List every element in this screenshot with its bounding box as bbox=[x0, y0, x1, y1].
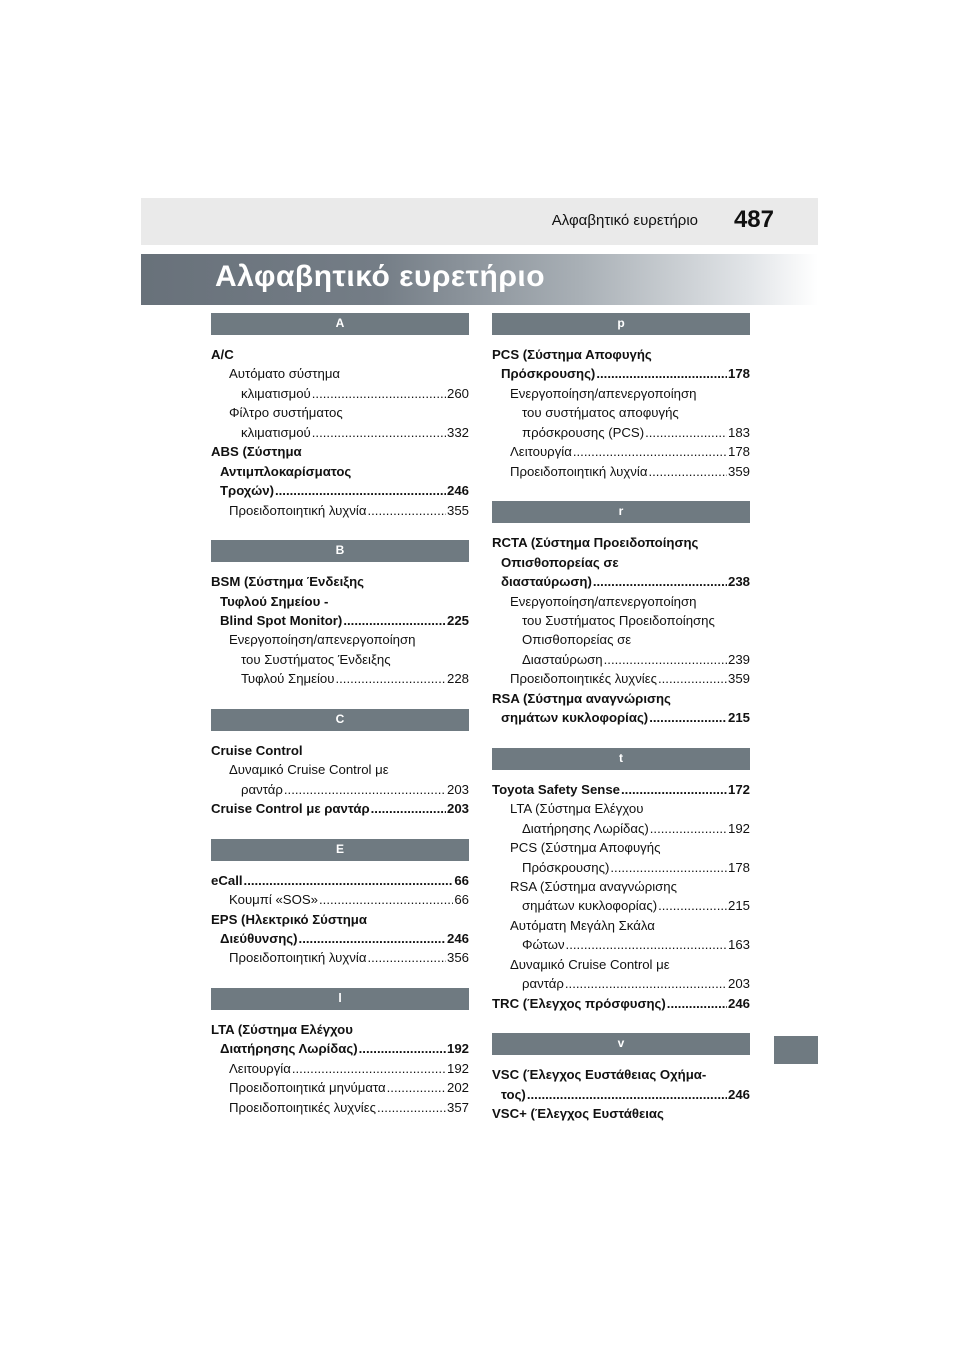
index-subentry bbox=[211, 501, 469, 520]
entry-text: του συστήματος αποφυγής bbox=[522, 405, 679, 421]
page-ref: 203 bbox=[446, 801, 469, 817]
page-ref: 172 bbox=[727, 781, 750, 797]
title-banner bbox=[141, 254, 818, 305]
index-subentry bbox=[492, 384, 750, 442]
index-subentry bbox=[492, 669, 750, 688]
leader-dots bbox=[275, 481, 446, 500]
entry-text: PCS (Σύστημα Αποφυγής bbox=[492, 347, 652, 362]
page-ref: 192 bbox=[446, 1041, 469, 1057]
page-ref: 359 bbox=[727, 463, 750, 479]
section-entries bbox=[211, 572, 469, 689]
entry-text: κλιματισμού bbox=[241, 424, 311, 440]
index-subentry bbox=[211, 1059, 469, 1078]
leader-dots bbox=[573, 442, 727, 461]
leader-dots bbox=[604, 650, 727, 669]
entry-text: Προειδοποιητική λυχνία bbox=[229, 502, 367, 518]
leader-dots bbox=[658, 896, 727, 915]
index-subentry bbox=[492, 442, 750, 461]
index-subentry bbox=[211, 630, 469, 688]
entry-text: Πρόσκρουσης) bbox=[501, 366, 596, 382]
entry-text: LTA (Σύστημα Ελέγχου bbox=[510, 801, 644, 817]
index-entry bbox=[492, 689, 750, 728]
page-ref: 239 bbox=[727, 651, 750, 667]
leader-dots bbox=[667, 994, 727, 1013]
index-column-left bbox=[211, 313, 469, 1137]
leader-dots bbox=[244, 871, 454, 890]
entry-text: Αυτόματη Μεγάλη Σκάλα bbox=[510, 917, 655, 933]
entry-text: Cruise Control bbox=[211, 742, 303, 758]
leader-dots bbox=[284, 780, 446, 799]
entry-text: PCS (Σύστημα Αποφυγής bbox=[510, 840, 661, 856]
index-subentry bbox=[211, 403, 469, 442]
section-entries bbox=[492, 780, 750, 1013]
page-ref: 215 bbox=[727, 898, 750, 914]
index-entry bbox=[211, 799, 469, 818]
page-ref: 228 bbox=[446, 671, 469, 687]
index-entry bbox=[492, 345, 750, 384]
page-ref: 178 bbox=[727, 444, 750, 460]
entry-text: Ενεργοποίηση/απενεργοποίηση bbox=[510, 385, 697, 401]
leader-dots bbox=[371, 799, 446, 818]
section-entries bbox=[492, 1065, 750, 1123]
entry-text: eCall bbox=[211, 872, 243, 888]
page-number: 487 bbox=[733, 206, 774, 233]
index-subentry bbox=[492, 838, 750, 877]
entry-text: ραντάρ bbox=[241, 781, 283, 797]
page-ref: 357 bbox=[446, 1099, 469, 1115]
index-subentry bbox=[211, 890, 469, 909]
index-entry bbox=[492, 1104, 750, 1123]
entry-text: Δυναμικό Cruise Control με bbox=[510, 956, 670, 972]
page-ref: 225 bbox=[446, 612, 469, 628]
leader-dots bbox=[658, 669, 727, 688]
index-subentry bbox=[211, 364, 469, 403]
leader-dots bbox=[565, 974, 727, 993]
entry-text: Οπισθοπορείας σε bbox=[501, 554, 619, 570]
entry-text: Τυφλού Σημείου - bbox=[220, 593, 329, 609]
leader-dots bbox=[335, 669, 446, 688]
index-entry bbox=[211, 1020, 469, 1059]
entry-text: Διατήρησης Λωρίδας) bbox=[220, 1041, 358, 1057]
entry-text: Λειτουργία bbox=[510, 444, 572, 460]
leader-dots bbox=[319, 890, 453, 909]
index-entry bbox=[211, 910, 469, 949]
leader-dots bbox=[650, 819, 727, 838]
entry-text: Λειτουργία bbox=[229, 1060, 291, 1076]
page-ref: 215 bbox=[727, 710, 750, 726]
index-subentry bbox=[211, 1078, 469, 1097]
index-entry bbox=[211, 871, 469, 890]
page-ref: 163 bbox=[727, 937, 750, 953]
entry-text: Οπισθοπορείας σε bbox=[522, 632, 632, 648]
leader-dots bbox=[312, 384, 446, 403]
leader-dots bbox=[367, 501, 446, 520]
leader-dots bbox=[648, 462, 727, 481]
entry-text: σημάτων κυκλοφορίας) bbox=[501, 710, 649, 726]
entry-text: Ενεργοποίηση/απενεργοποίηση bbox=[229, 632, 416, 648]
chapter-tab bbox=[774, 1036, 818, 1064]
entry-text: TRC (Έλεγχος πρόσφυσης) bbox=[492, 995, 666, 1011]
entry-text: ραντάρ bbox=[522, 976, 564, 992]
entry-text: Cruise Control με ραντάρ bbox=[211, 801, 370, 817]
leader-dots bbox=[387, 1078, 446, 1097]
page-ref: 359 bbox=[727, 671, 750, 687]
section-entries bbox=[492, 345, 750, 481]
index-subentry bbox=[492, 592, 750, 670]
leader-dots bbox=[593, 572, 727, 591]
leader-dots bbox=[312, 423, 446, 442]
page-ref: 355 bbox=[446, 502, 469, 518]
page-ref: 246 bbox=[727, 995, 750, 1011]
header-title: Αλφαβητικό ευρετήριο bbox=[551, 212, 698, 229]
leader-dots bbox=[610, 858, 727, 877]
entry-text: Προειδοποιητική λυχνία bbox=[229, 950, 367, 966]
entry-text: τος) bbox=[501, 1086, 526, 1102]
entry-text: Δυναμικό Cruise Control με bbox=[229, 762, 389, 778]
entry-text: Φώτων bbox=[522, 937, 565, 953]
index-entry bbox=[211, 572, 469, 630]
section-header: E bbox=[211, 839, 469, 861]
page-ref: 356 bbox=[446, 950, 469, 966]
section-entries bbox=[492, 533, 750, 728]
entry-text: πρόσκρουσης (PCS) bbox=[522, 424, 645, 440]
page-ref: 183 bbox=[727, 424, 750, 440]
index-entry bbox=[492, 1065, 750, 1104]
index-subentry bbox=[492, 916, 750, 955]
section-header: C bbox=[211, 709, 469, 731]
entry-text: LTA (Σύστημα Ελέγχου bbox=[211, 1021, 353, 1037]
page-ref: 203 bbox=[446, 781, 469, 797]
entry-text: του Συστήματος Ένδειξης bbox=[241, 651, 391, 667]
index-entry bbox=[492, 533, 750, 591]
page-ref: 260 bbox=[446, 385, 469, 401]
leader-dots bbox=[596, 364, 727, 383]
leader-dots bbox=[377, 1098, 446, 1117]
entry-text: Toyota Safety Sense bbox=[492, 781, 621, 797]
page-header-bar bbox=[141, 198, 818, 245]
section-header: t bbox=[492, 748, 750, 770]
leader-dots bbox=[359, 1039, 446, 1058]
entry-text: RSA (Σύστημα αναγνώρισης bbox=[510, 878, 677, 894]
entry-text: Προειδοποιητικές λυχνίες bbox=[229, 1099, 376, 1115]
leader-dots bbox=[566, 935, 727, 954]
leader-dots bbox=[367, 948, 446, 967]
entry-text: σημάτων κυκλοφορίας) bbox=[522, 898, 658, 914]
page-title: Αλφαβητικό ευρετήριο bbox=[215, 260, 546, 293]
entry-text: VSC+ (Έλεγχος Ευστάθειας bbox=[492, 1106, 664, 1122]
page-ref: 192 bbox=[446, 1060, 469, 1076]
leader-dots bbox=[292, 1059, 446, 1078]
leader-dots bbox=[645, 423, 727, 442]
index-entry bbox=[211, 345, 469, 364]
page-ref: 66 bbox=[454, 892, 469, 908]
entry-text: RCTA (Σύστημα Προειδοποίησης bbox=[492, 535, 699, 551]
index-entry bbox=[211, 741, 469, 760]
entry-text: διασταύρωση) bbox=[501, 574, 592, 590]
entry-text: Πρόσκρουσης) bbox=[522, 859, 610, 875]
leader-dots bbox=[299, 929, 446, 948]
section-header: v bbox=[492, 1033, 750, 1055]
entry-text: ABS (Σύστημα bbox=[211, 444, 302, 460]
page-ref: 192 bbox=[727, 820, 750, 836]
entry-text: Φίλτρο συστήματος bbox=[229, 405, 343, 421]
entry-text: Προειδοποιητικές λυχνίες bbox=[510, 671, 657, 687]
section-header: p bbox=[492, 313, 750, 335]
leader-dots bbox=[621, 780, 727, 799]
entry-text: Blind Spot Monitor) bbox=[220, 612, 343, 628]
index-entry bbox=[492, 994, 750, 1013]
index-subentry bbox=[211, 760, 469, 799]
section-header: l bbox=[211, 988, 469, 1010]
index-subentry bbox=[492, 462, 750, 481]
entry-text: Ενεργοποίηση/απενεργοποίηση bbox=[510, 593, 697, 609]
index-subentry bbox=[492, 799, 750, 838]
entry-text: Διεύθυνσης) bbox=[220, 930, 298, 946]
entry-text: Τυφλού Σημείου bbox=[241, 671, 335, 687]
page-ref: 246 bbox=[727, 1086, 750, 1102]
leader-dots bbox=[649, 708, 727, 727]
index-subentry bbox=[211, 1098, 469, 1117]
index-subentry bbox=[492, 877, 750, 916]
index-entry bbox=[211, 442, 469, 500]
page-ref: 246 bbox=[446, 930, 469, 946]
page-ref: 332 bbox=[446, 424, 469, 440]
leader-dots bbox=[527, 1085, 727, 1104]
section-header: A bbox=[211, 313, 469, 335]
index-subentry bbox=[211, 948, 469, 967]
index-column-right bbox=[492, 313, 750, 1144]
section-header: B bbox=[211, 540, 469, 562]
page-ref: 246 bbox=[446, 483, 469, 499]
section-header: r bbox=[492, 501, 750, 523]
section-entries bbox=[211, 1020, 469, 1117]
section-entries bbox=[211, 345, 469, 520]
entry-text: Τροχών) bbox=[220, 483, 274, 499]
leader-dots bbox=[343, 611, 446, 630]
section-entries bbox=[211, 871, 469, 968]
entry-text: κλιματισμού bbox=[241, 385, 311, 401]
entry-text: Κουμπί «SOS» bbox=[229, 892, 318, 908]
page-ref: 66 bbox=[454, 872, 469, 888]
page-ref: 178 bbox=[727, 366, 750, 382]
entry-text: του Συστήματος Προειδοποίησης bbox=[522, 612, 715, 628]
entry-text: Αυτόματο σύστημα bbox=[229, 366, 341, 382]
entry-text: VSC (Έλεγχος Ευστάθειας Οχήμα- bbox=[492, 1067, 707, 1083]
entry-text: RSA (Σύστημα αναγνώρισης bbox=[492, 690, 671, 706]
section-entries bbox=[211, 741, 469, 819]
index-subentry bbox=[492, 955, 750, 994]
index-entry bbox=[492, 780, 750, 799]
page-ref: 203 bbox=[727, 976, 750, 992]
entry-text: Προειδοποιητική λυχνία bbox=[510, 463, 648, 479]
page-ref: 202 bbox=[446, 1080, 469, 1096]
entry-text: Διασταύρωση bbox=[522, 651, 603, 667]
entry-text: BSM (Σύστημα Ένδειξης bbox=[211, 574, 365, 590]
page-ref: 238 bbox=[727, 574, 750, 590]
page-ref: 178 bbox=[727, 859, 750, 875]
entry-text: Προειδοποιητικά μηνύματα bbox=[229, 1080, 386, 1096]
entry-text: EPS (Ηλεκτρικό Σύστημα bbox=[211, 911, 367, 927]
entry-text: Αντιμπλοκαρίσματος bbox=[220, 463, 352, 479]
entry-text: A/C bbox=[211, 347, 234, 362]
entry-text: Διατήρησης Λωρίδας) bbox=[522, 820, 649, 836]
